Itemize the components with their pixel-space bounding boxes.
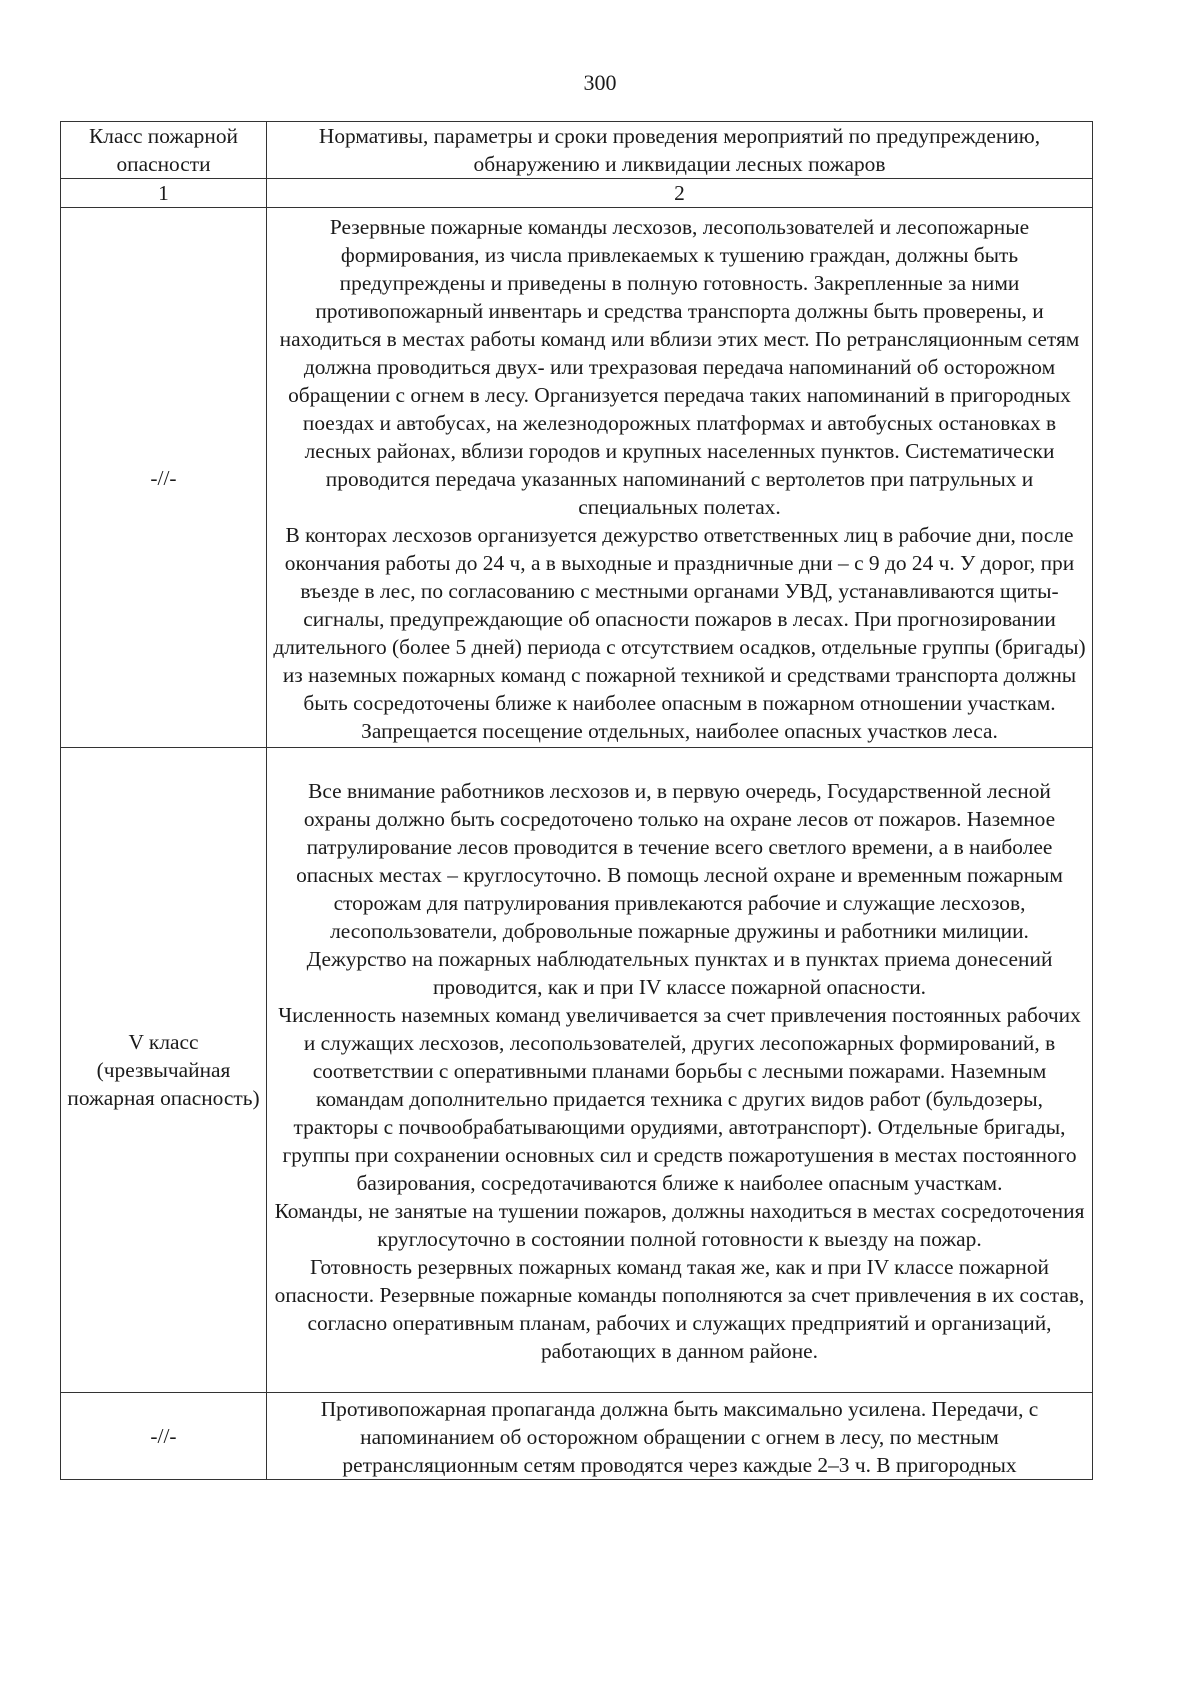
column-number-1: 1 xyxy=(61,179,267,208)
header-norms: Нормативы, параметры и сроки проведения мероприятий по предупреждению, обнаружению и ликвидации лесных пожаров xyxy=(267,122,1093,179)
norms-cell xyxy=(267,748,1093,1393)
table-row xyxy=(61,208,1093,748)
column-number-row xyxy=(61,179,1093,208)
header-class: Класс пожарной опасности xyxy=(61,122,267,179)
paragraph: Дежурство на пожарных наблюдательных пунктах и в пунктах приема донесений проводится, как и при IV классе пожарной опасности. xyxy=(306,947,1053,999)
class-cell: V класс (чрезвычайная пожарная опасность) xyxy=(61,748,267,1393)
fire-danger-table xyxy=(60,121,1093,1480)
table-row xyxy=(61,1393,1093,1480)
table-row xyxy=(61,748,1093,1393)
norms-cell xyxy=(267,1393,1093,1480)
paragraph: Готовность резервных пожарных команд такая же, как и при IV классе пожарной опасности. Резервные пожарные команды пополняются за счет привлечения в их состав, согласно оперативным планам, рабочих и служащих предприятий и организаций, работающих в данном районе. xyxy=(274,1255,1085,1363)
column-number-2: 2 xyxy=(267,179,1093,208)
paragraph: В конторах лесхозов организуется дежурство ответственных лиц в рабочие дни, после окончания работы до 24 ч, а в выходные и праздничные дни – с 9 до 24 ч. У дорог, при въезде в лес, по согласованию с местными органами УВД, устанавливаются щиты-сигналы, предупреждающие об опасности пожаров в лесах. При прогнозировании длительного (более 5 дней) периода с отсутствием осадков, отдельные группы (бригады) из наземных пожарных команд с пожарной техникой и средствами транспорта должны быть сосредоточены ближе к наиболее опасным в пожарном отношении участкам. Запрещается посещение отдельных, наиболее опасных участков леса. xyxy=(273,522,1086,743)
paragraph: Все внимание работников лесхозов и, в первую очередь, Государственной лесной охраны должно быть сосредоточено только на охране лесов от пожаров. Наземное патрулирование лесов проводится в течение всего светлого времени, а в наиболее опасных местах – круглосуточно. В помощь лесной охране и временным пожарным сторожам для патрулирования привлекаются рабочие и служащие лесхозов, лесопользователи, добровольные пожарные дружины и работники милиции. xyxy=(296,779,1063,943)
paragraph: Резервные пожарные команды лесхозов, лесопользователей и лесопожарные формирования, из числа привлекаемых к тушению граждан, должны быть предупреждены и приведены в полную готовность. Закрепленные за ними противопожарный инвентарь и средства транспорта должны быть проверены, и находиться в местах работы команд или вблизи этих мест. По ретрансляционным сетям должна проводиться двух- или трехразовая передача напоминаний об осторожном обращении с огнем в лесу. Организуется передача таких напоминаний в пригородных поездах и автобусах, на железнодорожных платформах и автобусных остановках в лесных районах, вблизи городов и крупных населенных пунктов. Систематически проводится передача указанных напоминаний с вертолетов при патрульных и специальных полетах. xyxy=(279,214,1080,519)
paragraph: Численность наземных команд увеличивается за счет привлечения постоянных рабочих и служащих лесхозов, лесопользователей, других лесопожарных формирований, в соответствии с оперативными планами борьбы с лесными пожарами. Наземным командам дополнительно придается техника с других видов работ (бульдозеры, тракторы с почвообрабатывающими орудиями, автотранспорт). Отдельные бригады, группы при сохранении основных сил и средств пожаротушения в местах постоянного базирования, сосредотачиваются ближе к наиболее опасным участкам. xyxy=(278,1003,1081,1195)
class-cell: -//- xyxy=(61,1393,267,1480)
paragraph: Команды, не занятые на тушении пожаров, должны находиться в местах сосредоточения круглосуточно в состоянии полной готовности к выезду на пожар. xyxy=(274,1199,1085,1251)
page-number: 300 xyxy=(583,70,617,95)
class-cell: -//- xyxy=(61,208,267,748)
paragraph: Противопожарная пропаганда должна быть максимально усилена. Передачи, с напоминанием об осторожном обращении с огнем в лесу, по местным ретрансляционным сетям проводятся через каждые 2–3 ч. В пригородных xyxy=(320,1397,1039,1477)
table-header-row xyxy=(61,122,1093,179)
norms-cell xyxy=(267,208,1093,748)
